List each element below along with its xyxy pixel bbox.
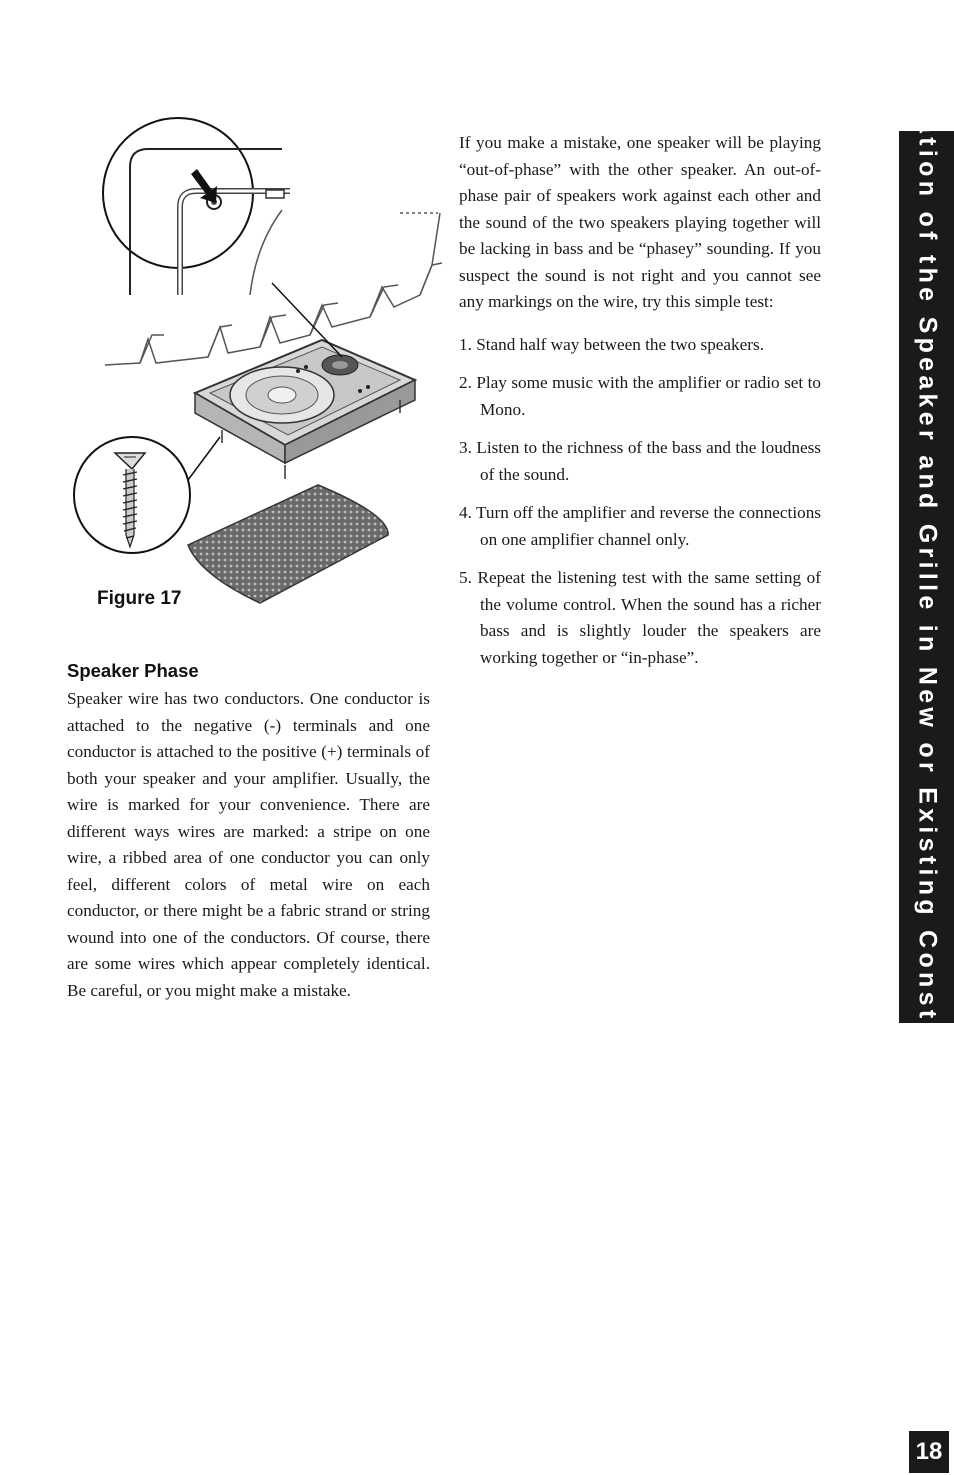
figure-caption: Figure 17 [97,588,182,609]
list-item: 1. Stand half way between the two speakers. [459,334,764,354]
test-steps-list [459,332,821,672]
grille-drawing [188,485,388,603]
screw-detail-callout [74,437,220,553]
section-paragraph: Speaker wire has two conductors. One conductor is attached to the negative (-) terminals and one conductor is attached to the positive (+) terminals of both your speaker and your amplifier. Usually, the wire is marked for your convenience. There are different ways wires are marked: a stripe on one wire, a ribbed area of one conductor you can only feel, different colors of metal wire on each conductor, or there might be a fabric strand or string wound into one of the conductors. Of course, there are some wires which appear completely identical. Be careful, or you might make a mistake. [67,689,430,1000]
section-heading: Speaker Phase [67,660,199,681]
intro-paragraph: If you make a mistake, one speaker will be playing “out-of-phase” with the other speaker. An out-of-phase pair of speakers work against each other and the sound of the two speakers playing together will be lacking in bass and be “phasey” sounding. If you suspect the sound is not right and you cannot see any markings on the wire, try this simple test: [459,133,821,311]
phase-test-column [459,130,821,683]
chapter-side-tab [899,16,954,1138]
speaker-frame-drawing [195,340,415,479]
page-number: 18 [909,1431,949,1473]
list-item: 5. Repeat the listening test with the same setting of the volume control. When the sound has a richer bass and is slightly louder the speakers are working together or “in-phase”. [459,568,821,667]
corner-detail-callout [103,118,342,357]
list-item: 3. Listen to the richness of the bass and the loudness of the sound. [459,438,821,484]
chapter-title: Installation of the Speaker and Grille in New or Existing Construction [913,16,941,1138]
list-item: 2. Play some music with the amplifier or radio set to Mono. [459,373,821,419]
figure-17-illustration [60,95,450,625]
speaker-phase-section [67,660,430,1004]
list-item: 4. Turn off the amplifier and reverse the connections on one amplifier channel only. [459,503,821,549]
speaker-installation-drawing [60,95,450,625]
